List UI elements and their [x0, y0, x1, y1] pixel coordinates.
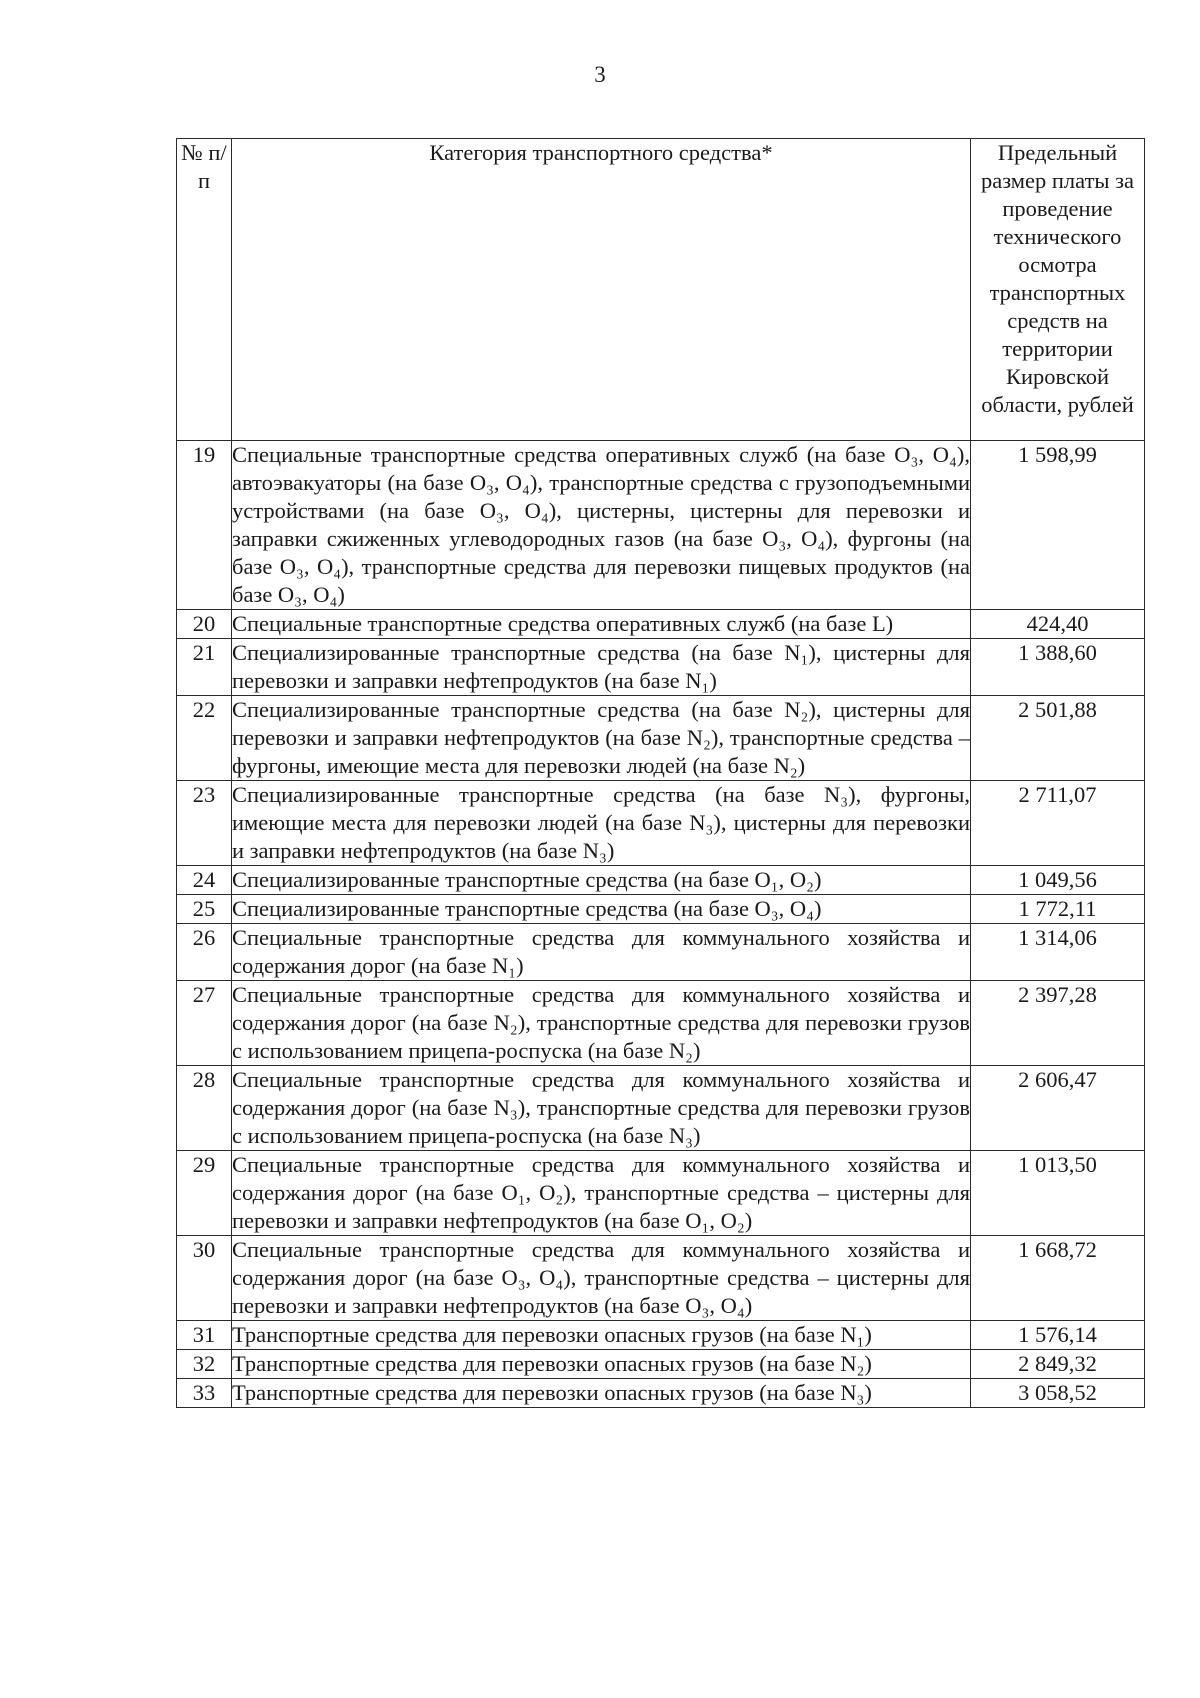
row-fee: 2 606,47 — [971, 1066, 1145, 1151]
row-number: 32 — [177, 1350, 232, 1379]
row-number: 19 — [177, 441, 232, 610]
table-row — [177, 1151, 1145, 1236]
table-row — [177, 441, 1145, 610]
header-number: № п/п — [177, 139, 232, 441]
row-fee: 1 049,56 — [971, 866, 1145, 895]
row-category: Транспортные средства для перевозки опасных грузов (на базе N₃) — [232, 1379, 971, 1408]
row-category: Специальные транспортные средства для коммунального хозяйства и содержания дорог (на базе N₂), транспортные средства для перевозки грузов с использованием прицепа-роспуска (на базе N₂) — [232, 981, 971, 1066]
table-row — [177, 639, 1145, 696]
row-fee: 2 501,88 — [971, 696, 1145, 781]
row-number: 20 — [177, 610, 232, 639]
table-row — [177, 1350, 1145, 1379]
row-number: 33 — [177, 1379, 232, 1408]
row-category: Специальные транспортные средства оперативных служб (на базе L) — [232, 610, 971, 639]
row-category: Транспортные средства для перевозки опасных грузов (на базе N₁) — [232, 1321, 971, 1350]
table-header-row — [177, 139, 1145, 441]
row-fee: 2 711,07 — [971, 781, 1145, 866]
row-number: 22 — [177, 696, 232, 781]
row-number: 31 — [177, 1321, 232, 1350]
header-fee: Предельный размер платы за проведение технического осмотра транспортных средств на территории Кировской области, рублей — [971, 139, 1145, 441]
row-category: Специализированные транспортные средства (на базе N₃), фургоны, имеющие места для перевозки людей (на базе N₃), цистерны для перевозки и заправки нефтепродуктов (на базе N₃) — [232, 781, 971, 866]
table-row — [177, 1236, 1145, 1321]
table-row — [177, 866, 1145, 895]
table-row — [177, 696, 1145, 781]
table-row — [177, 1066, 1145, 1151]
table-row — [177, 895, 1145, 924]
row-number: 27 — [177, 981, 232, 1066]
row-category: Специализированные транспортные средства (на базе N₁), цистерны для перевозки и заправки нефтепродуктов (на базе N₁) — [232, 639, 971, 696]
table-row — [177, 924, 1145, 981]
row-number: 24 — [177, 866, 232, 895]
table-row — [177, 1321, 1145, 1350]
row-category: Специальные транспортные средства для коммунального хозяйства и содержания дорог (на базе N₁) — [232, 924, 971, 981]
table-body — [177, 441, 1145, 1408]
page-number: 3 — [594, 62, 606, 87]
row-number: 30 — [177, 1236, 232, 1321]
table-row — [177, 981, 1145, 1066]
row-fee: 1 013,50 — [971, 1151, 1145, 1236]
row-category: Специальные транспортные средства для коммунального хозяйства и содержания дорог (на базе O₁, O₂), транспортные средства – цистерны для перевозки и заправки нефтепродуктов (на базе O₁, O₂) — [232, 1151, 971, 1236]
row-category: Транспортные средства для перевозки опасных грузов (на базе N₂) — [232, 1350, 971, 1379]
row-category: Специальные транспортные средства для коммунального хозяйства и содержания дорог (на базе N₃), транспортные средства для перевозки грузов с использованием прицепа-роспуска (на базе N₃) — [232, 1066, 971, 1151]
table-row — [177, 781, 1145, 866]
row-fee: 1 772,11 — [971, 895, 1145, 924]
row-fee: 1 598,99 — [971, 441, 1145, 610]
row-fee: 1 388,60 — [971, 639, 1145, 696]
row-fee: 2 397,28 — [971, 981, 1145, 1066]
row-number: 25 — [177, 895, 232, 924]
row-category: Специализированные транспортные средства (на базе O₃, O₄) — [232, 895, 971, 924]
row-category: Специальные транспортные средства оперативных служб (на базе O₃, O₄), автоэвакуаторы (на базе O₃, O₄), транспортные средства с грузоподъемными устройствами (на базе O₃, O₄), цистерны, цистерны для перевозки и заправки сжиженных углеводородных газов (на базе O₃, O₄), фургоны (на базе O₃, O₄), транспортные средства для перевозки пищевых продуктов (на базе O₃, O₄) — [232, 441, 971, 610]
row-number: 23 — [177, 781, 232, 866]
row-fee: 1 314,06 — [971, 924, 1145, 981]
row-number: 28 — [177, 1066, 232, 1151]
header-category: Категория транспортного средства* — [232, 139, 971, 441]
row-fee: 424,40 — [971, 610, 1145, 639]
table-row — [177, 610, 1145, 639]
fee-table — [176, 138, 1145, 1408]
row-fee: 1 668,72 — [971, 1236, 1145, 1321]
row-fee: 2 849,32 — [971, 1350, 1145, 1379]
row-number: 26 — [177, 924, 232, 981]
row-category: Специализированные транспортные средства (на базе N₂), цистерны для перевозки и заправки нефтепродуктов (на базе N₂), транспортные средства – фургоны, имеющие места для перевозки людей (на базе N₂) — [232, 696, 971, 781]
row-number: 21 — [177, 639, 232, 696]
row-fee: 1 576,14 — [971, 1321, 1145, 1350]
row-fee: 3 058,52 — [971, 1379, 1145, 1408]
table-row — [177, 1379, 1145, 1408]
row-number: 29 — [177, 1151, 232, 1236]
row-category: Специальные транспортные средства для коммунального хозяйства и содержания дорог (на базе O₃, O₄), транспортные средства – цистерны для перевозки и заправки нефтепродуктов (на базе O₃, O₄) — [232, 1236, 971, 1321]
row-category: Специализированные транспортные средства (на базе O₁, O₂) — [232, 866, 971, 895]
